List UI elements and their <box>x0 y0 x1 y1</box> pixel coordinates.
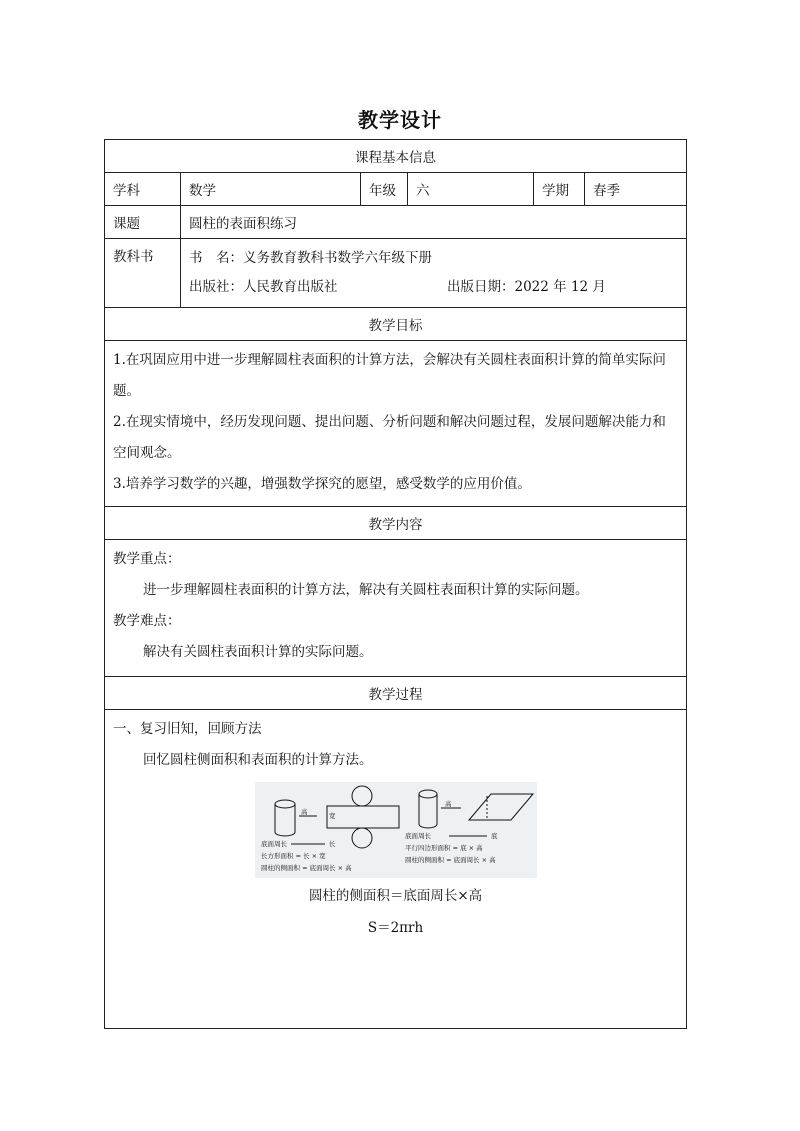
fig-label-height-right: 高 <box>444 800 452 808</box>
key-point-text: 进一步理解圆柱表面积的计算方法，解决有关圆柱表面积计算的实际问题。 <box>143 582 589 598</box>
fig-label-cyl-lateral-right: 圆柱的侧面积 = 底面周长 × 高 <box>404 856 496 864</box>
term-label: 学期 <box>534 173 585 206</box>
cylinder-unfold-figure <box>255 782 537 878</box>
objectives-header: 教学目标 <box>105 308 687 341</box>
figure-caption: 圆柱的侧面积＝底面周长×高 <box>308 888 483 904</box>
process-header: 教学过程 <box>105 677 687 710</box>
content-header: 教学内容 <box>105 507 687 540</box>
key-point-label: 教学重点： <box>113 551 181 567</box>
objective-item: 2.在现实情境中，经历发现问题、提出问题、分析问题和解决问题过程，发展问题解决能力和空间观念。 <box>113 414 666 461</box>
objectives-list <box>105 341 687 507</box>
process-step-1-text: 回忆圆柱侧面积和表面积的计算方法。 <box>143 752 373 768</box>
page-title: 教学设计 <box>358 108 442 132</box>
fig-label-rect-area: 长方形面积 = 长 × 宽 <box>260 852 326 860</box>
lesson-plan-table <box>104 139 687 1029</box>
objective-item: 3.培养学习数学的兴趣，增强数学探究的愿望，感受数学的应用价值。 <box>113 476 531 492</box>
term-value: 春季 <box>585 173 687 206</box>
fig-label-base-right: 底 <box>490 832 498 840</box>
fig-label-length-left: 长 <box>328 840 336 848</box>
content-body <box>105 540 687 677</box>
topic-value: 圆柱的表面积练习 <box>181 206 687 239</box>
textbook-name: 书 名：义务教育教科书数学六年级下册 <box>189 250 432 266</box>
process-step-1: 一、复习旧知，回顾方法 <box>113 721 262 737</box>
objective-item: 1.在巩固应用中进一步理解圆柱表面积的计算方法，会解决有关圆柱表面积计算的简单实际问题。 <box>113 352 666 399</box>
fig-label-cyl-lateral-left: 圆柱的侧面积 = 底面周长 × 高 <box>260 864 352 872</box>
subject-value: 数学 <box>181 173 361 206</box>
fig-label-base-circ-right: 底面周长 <box>404 832 431 840</box>
publisher: 出版社：人民教育出版社 <box>189 279 338 295</box>
topic-label: 课题 <box>105 206 181 239</box>
fig-label-para-area: 平行四边形面积 = 底 × 高 <box>404 844 483 852</box>
process-body <box>105 710 687 1029</box>
publisher-row <box>189 273 678 302</box>
difficulty-text: 解决有关圆柱表面积计算的实际问题。 <box>143 644 373 660</box>
grade-label: 年级 <box>361 173 408 206</box>
textbook-info <box>181 239 687 308</box>
fig-label-base-circ-left: 底面周长 <box>260 840 287 848</box>
basic-info-header: 课程基本信息 <box>105 140 687 173</box>
fig-label-width-left: 宽 <box>328 812 336 820</box>
lateral-area-formula: S＝2πrh <box>367 920 424 936</box>
subject-label: 学科 <box>105 173 181 206</box>
textbook-label: 教科书 <box>105 239 181 308</box>
grade-value: 六 <box>408 173 534 206</box>
fig-label-height-left: 高 <box>300 808 308 816</box>
publish-date: 出版日期：2022 年 12 月 <box>447 279 606 295</box>
difficulty-label: 教学难点： <box>113 613 181 629</box>
